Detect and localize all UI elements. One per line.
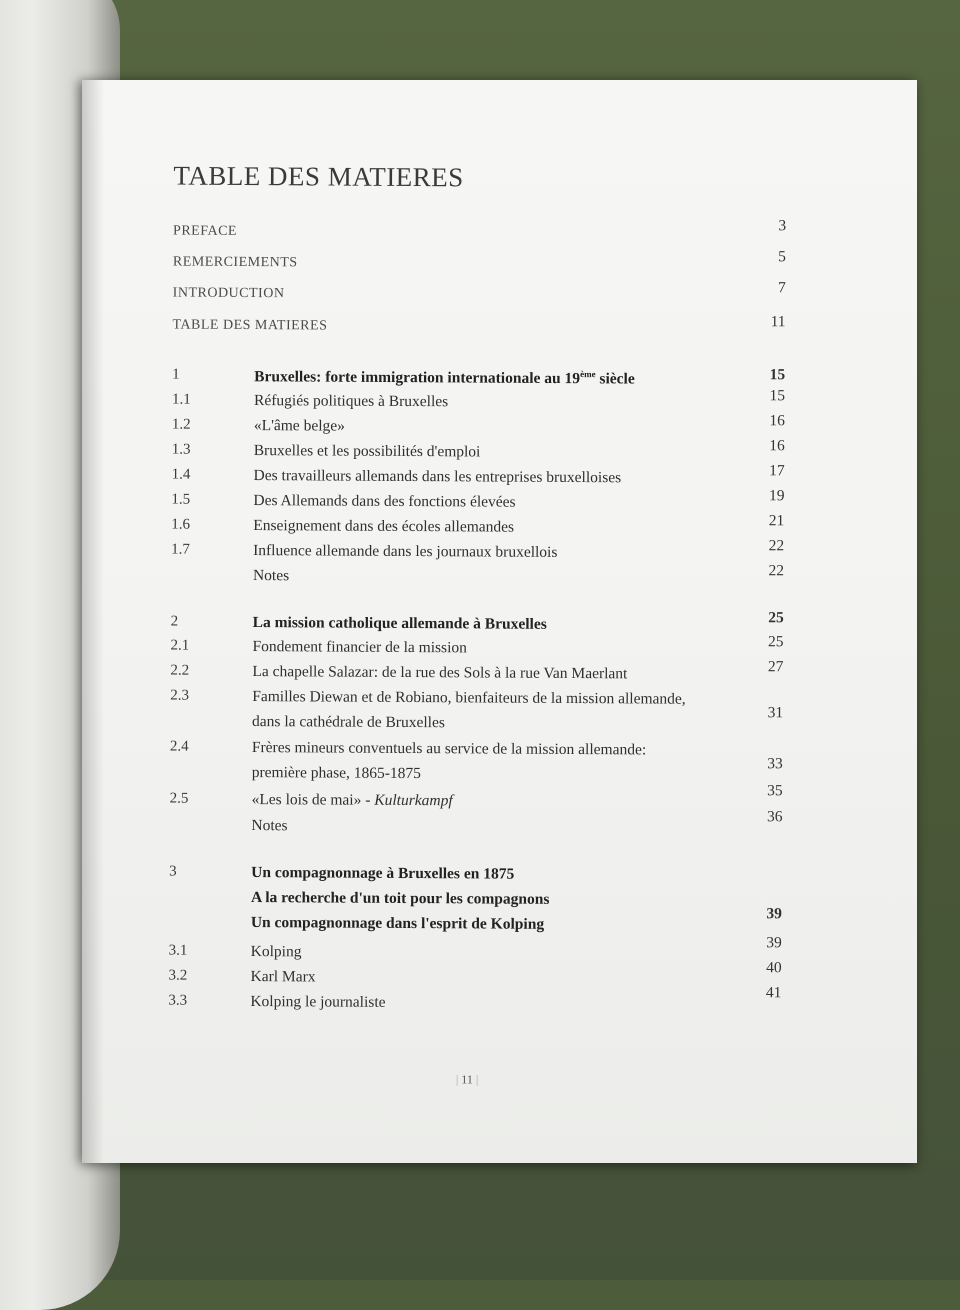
chapter-title-line: A la recherche d'un toit pour les compagnons	[250, 889, 550, 908]
page-number: 17	[769, 462, 785, 480]
section-number: 1.5	[171, 491, 191, 508]
section-title-continued: première phase, 1865-1875	[251, 764, 421, 783]
section-number: 2.5	[169, 790, 189, 807]
page-number: 11	[770, 313, 786, 331]
toc-entry	[79, 562, 914, 595]
toc-entry	[79, 487, 914, 520]
section-title: Notes	[251, 817, 288, 835]
toc-entry	[77, 934, 912, 971]
section-title: Bruxelles et les possibilités d'emploi	[253, 442, 481, 461]
page-folio: | 11 |	[455, 1072, 479, 1087]
section-title: Enseignement dans des écoles allemandes	[253, 517, 515, 536]
table-of-contents	[75, 80, 917, 1168]
toc-entry	[78, 633, 913, 666]
page-number: 22	[768, 562, 785, 580]
toc-entry-continued	[78, 755, 913, 792]
section-title: Frères mineurs conventuels au service de la mission allemande:	[251, 739, 647, 759]
front-matter-row	[81, 248, 916, 283]
page-number: 15	[769, 387, 786, 405]
section-title: Kolping le journaliste	[250, 993, 386, 1011]
toc-entry	[78, 782, 913, 819]
toc-entry	[76, 984, 911, 1021]
section-number: 1.1	[172, 391, 191, 408]
toc-entry-continued	[78, 704, 913, 741]
front-matter-row	[81, 217, 916, 252]
section-number: 1.4	[171, 466, 191, 483]
page-number: 16	[769, 437, 785, 455]
section-number: 2.2	[170, 662, 190, 679]
book-page	[82, 80, 917, 1163]
page-number: 39	[766, 934, 782, 952]
toc-entry	[77, 808, 912, 845]
chapter-title: La mission catholique allemande à Bruxelles	[252, 614, 547, 633]
page-number: 25	[768, 609, 784, 627]
front-matter-label: REMERCIEMENTS	[172, 254, 298, 271]
section-title: Kolping	[250, 943, 302, 961]
chapter-number: 2	[170, 613, 179, 630]
page-number: 36	[766, 808, 783, 826]
page-number: 3	[778, 217, 787, 235]
toc-entry	[79, 462, 914, 495]
page-number: 5	[778, 248, 786, 266]
toc-entry	[80, 437, 915, 470]
page-number: 15	[769, 366, 786, 384]
toc-entry	[76, 959, 911, 996]
page-number: 39	[766, 905, 782, 923]
section-title: Réfugiés politiques à Bruxelles	[253, 392, 449, 411]
toc-entry	[79, 512, 914, 545]
toc-entry	[78, 738, 913, 767]
section-title: Des Allemands dans des fonctions élevées	[253, 492, 516, 511]
chapter-heading	[77, 863, 912, 892]
chapter-heading	[77, 905, 912, 942]
section-number: 2.4	[169, 738, 189, 755]
section-number: 1.2	[171, 416, 191, 433]
section-number: 2.1	[170, 637, 190, 654]
section-number: 3.3	[168, 992, 188, 1009]
section-title: La chapelle Salazar: de la rue des Sols à la rue Van Maerlant	[252, 663, 628, 683]
page-number: 25	[768, 633, 784, 651]
section-number: 3.1	[168, 942, 188, 959]
chapter-title-line: Un compagnonnage à Bruxelles en 1875	[251, 864, 515, 883]
page-number: 41	[765, 984, 782, 1002]
page-number: 22	[768, 537, 785, 555]
section-title: Notes	[252, 567, 290, 585]
page-number: 35	[767, 782, 783, 800]
page-number: 40	[766, 959, 782, 977]
section-number: 2.3	[170, 687, 190, 704]
toc-entry	[78, 658, 913, 691]
section-title: Karl Marx	[250, 968, 316, 986]
section-title: Influence allemande dans les journaux bruxellois	[253, 542, 558, 561]
page-number: 7	[777, 279, 786, 297]
toc-entry	[78, 687, 913, 716]
chapter-number: 3	[169, 863, 177, 880]
folio-number: 11	[461, 1072, 473, 1087]
section-title: Des travailleurs allemands dans les entreprises bruxelloises	[253, 467, 622, 487]
front-matter-label: INTRODUCTION	[172, 285, 285, 302]
chapter-heading	[80, 366, 915, 395]
chapter-number: 1	[172, 366, 180, 383]
section-title: «Les lois de mai» - Kulturkampf	[251, 791, 453, 810]
front-matter-label: PREFACE	[173, 223, 238, 239]
front-matter-row	[81, 279, 916, 314]
chapter-heading	[77, 888, 912, 917]
page-number: 33	[767, 755, 783, 773]
section-number: 1.3	[171, 441, 191, 458]
toc-entry	[80, 412, 915, 445]
page-number: 27	[767, 658, 784, 676]
section-number: 1.6	[171, 516, 191, 533]
section-number: 3.2	[168, 967, 188, 984]
chapter-title-line: Un compagnonnage dans l'esprit de Kolping	[250, 914, 545, 933]
section-title: «L'âme belge»	[253, 417, 345, 435]
section-title-continued: dans la cathédrale de Bruxelles	[252, 713, 445, 732]
toc-entry	[79, 537, 914, 570]
toc-entry	[80, 387, 915, 420]
section-number: 1.7	[171, 541, 190, 558]
section-title: Fondement financier de la mission	[252, 638, 467, 657]
page-number: 31	[767, 704, 784, 722]
front-matter-row	[80, 313, 915, 346]
chapter-title: Bruxelles: forte immigration internationale au 19ème siècle	[254, 368, 635, 388]
page-number: 16	[769, 412, 785, 430]
front-matter-label: TABLE DES MATIERES	[172, 317, 328, 334]
page-number: 21	[768, 512, 785, 530]
page-number: 19	[768, 487, 785, 505]
page-title: TABLE DES MATIERES	[173, 160, 464, 193]
section-title: Familles Diewan et de Robiano, bienfaiteurs de la mission allemande,	[252, 688, 686, 708]
